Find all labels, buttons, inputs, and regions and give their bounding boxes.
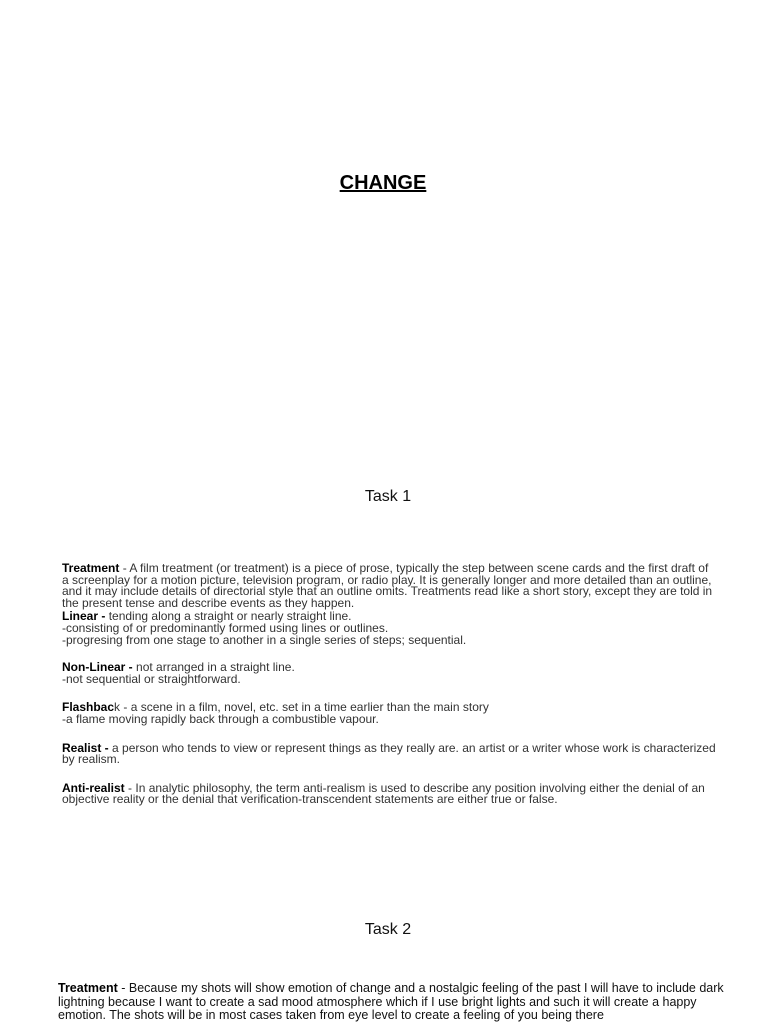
definition-realist [62,740,718,767]
definition-term: Non-Linear - [62,660,133,675]
definition-term: Flashbac [62,700,115,715]
definition-term: Linear - [62,609,106,624]
definition-non-linear [62,662,718,685]
definition-text: tending along a straight or nearly straight line. [108,609,352,624]
definition-text: k - a scene in a film, novel, etc. set in a time earlier than the main story [114,700,489,715]
task2-heading: Task 2 [364,921,412,938]
task1-definitions [62,563,718,806]
definition-extra-line: -not sequential or straightforward. [62,671,241,686]
definition-extra-line: -progresing from one stage to another in a single series of steps; sequential. [62,632,467,647]
task2-treatment [58,982,724,1023]
definition-term: Treatment [58,981,118,995]
definition-term: Realist - [62,740,109,755]
task1-heading: Task 1 [364,488,412,505]
page-title: CHANGE [339,172,427,194]
definition-extra-line: -a flame moving rapidly back through a combustible vapour. [62,711,379,726]
definition-linear [62,611,718,646]
definition-term: Anti-realist [62,780,125,795]
definition-text: In analytic philosophy, the term anti-realism is used to describe any position involving either the denial of an objective reality or the denial that verification-transcendent statements are either true or false. [62,780,705,807]
definition-treatment [62,563,718,609]
definition-term: Treatment [62,561,120,575]
definition-anti-realist [62,780,718,807]
definition-separator: - [124,780,136,795]
definition-text: a person who tends to view or represent things as they really are. an artist or a writer whose work is characterized by realism. [62,740,716,767]
definition-extra-line: -consisting of or predominantly formed using lines or outlines. [62,620,389,635]
definition-text: A film treatment (or treatment) is a piece of prose, typically the step between scene cards and the first draft of a screenplay for a motion picture, television program, or radio play. It is generally longer and more detailed than an outline, and it may include details of directorial style that an outline omits. Treatments read like a short story, except they are told in the present tense and describe events as they happen. [62,561,713,610]
task2-text: Because my shots will show emotion of change and a nostalgic feeling of the past I will have to include dark lightning because I want to create a sad mood atmosphere which if I use bright lights and such it will create a happy emotion. The shots will be in most cases taken from eye level to create a feeling of you being there [58,981,724,1022]
definition-flashback [62,702,718,725]
definition-separator: - [119,561,130,575]
definition-text: not arranged in a straight line. [136,660,295,675]
definition-separator: - [117,981,129,995]
